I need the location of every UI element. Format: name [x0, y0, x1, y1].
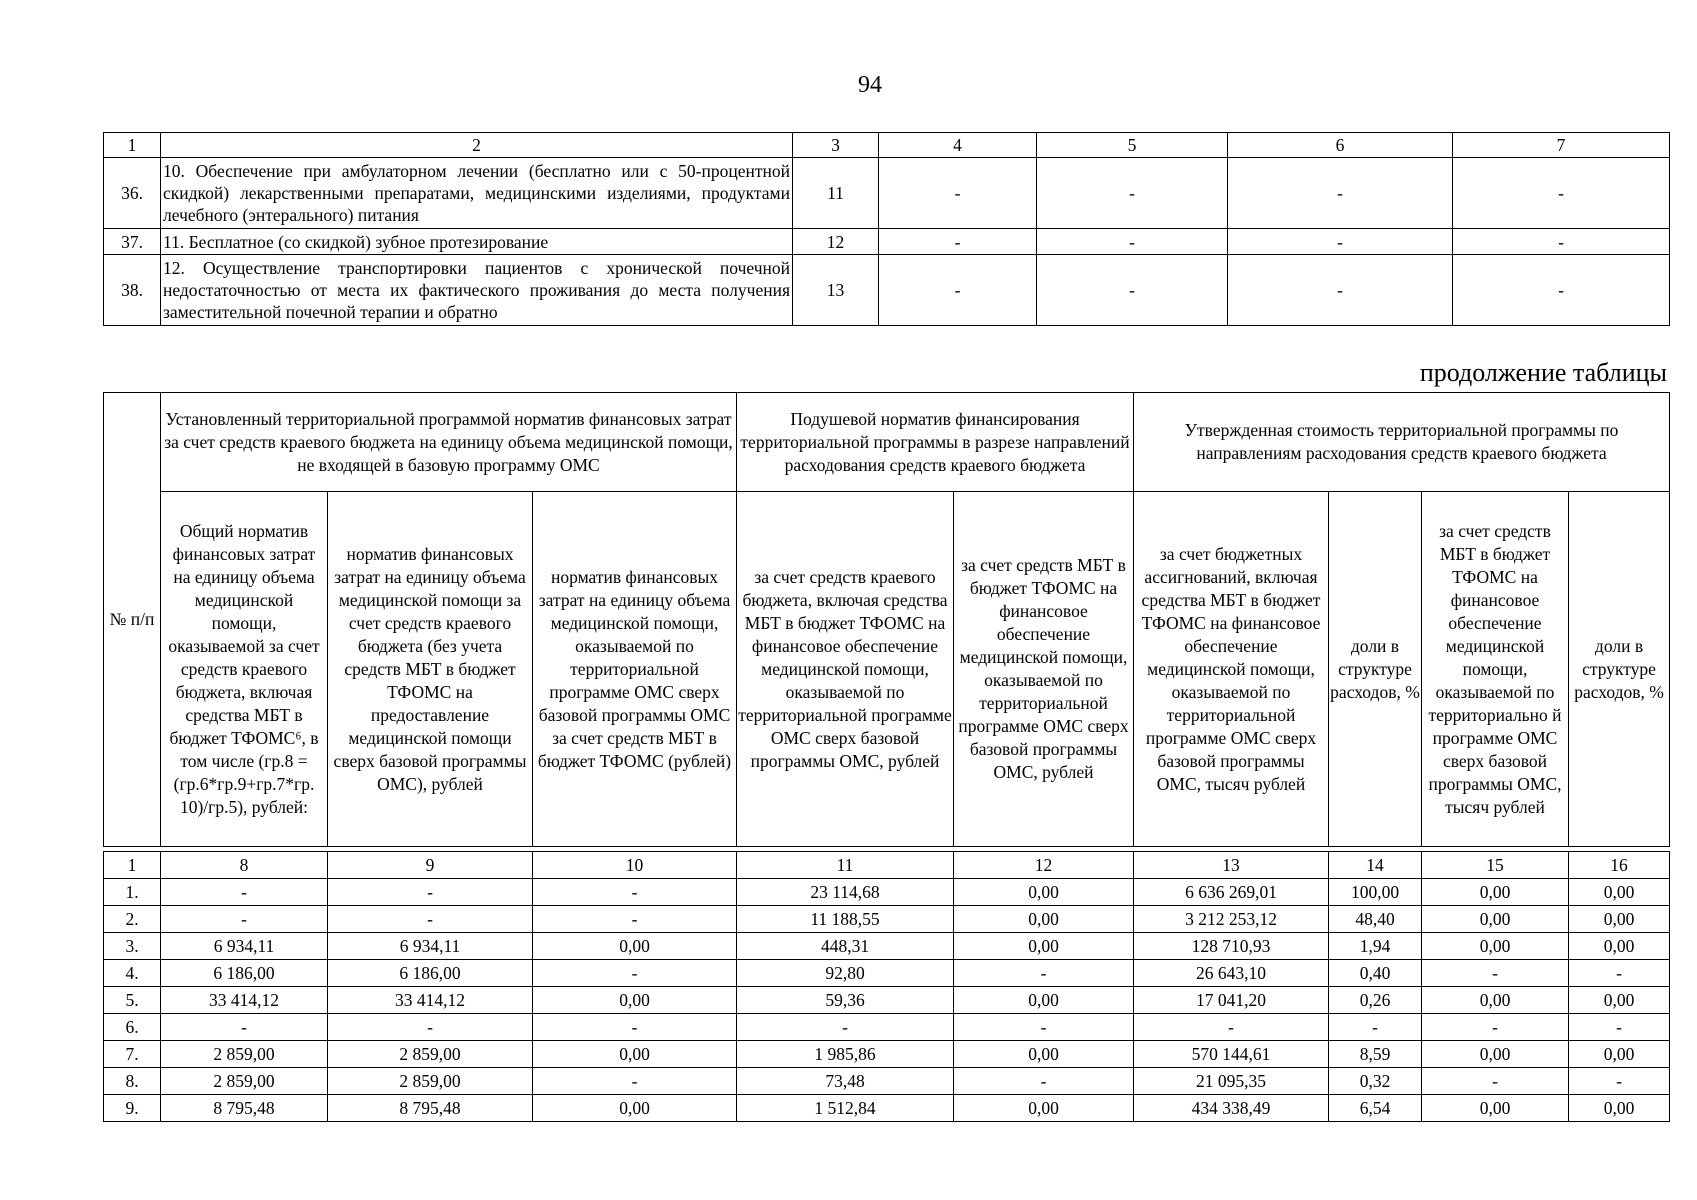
table-cell: 448,31: [737, 933, 954, 960]
continuation-data-body: [104, 852, 1670, 1122]
column-header-16: доли в структуре расходов, %: [1569, 492, 1670, 847]
table-row: [104, 906, 1670, 933]
row-number: 8.: [104, 1068, 161, 1095]
table-cell: 6 636 269,01: [1134, 879, 1329, 906]
row-description: 10. Обеспечение при амбулаторном лечении (бесплатно или с 50-процентной скидкой) лекарственными препаратами, медицинскими изделиями, продуктами лечебного (энтерального) питания: [161, 158, 793, 229]
table-cell: -: [879, 158, 1037, 229]
row-number-header: № п/п: [104, 393, 161, 847]
table-cell: 0,00: [533, 933, 737, 960]
table-cell: 0,26: [1329, 987, 1422, 1014]
table-cell: 14: [1329, 852, 1422, 879]
table-cell: 0,00: [954, 1095, 1134, 1122]
table-cell: 1,94: [1329, 933, 1422, 960]
table-row: [104, 255, 1670, 326]
table-cell: -: [533, 960, 737, 987]
table-cell: 0,32: [1329, 1068, 1422, 1095]
table-cell: 26 643,10: [1134, 960, 1329, 987]
column-number: 1: [104, 133, 161, 158]
table-cell: -: [1422, 960, 1569, 987]
table-cell: 0,00: [1569, 987, 1670, 1014]
table-cell: 2 859,00: [161, 1068, 328, 1095]
table-cell: -: [1422, 1014, 1569, 1041]
table-row: [104, 229, 1670, 255]
table-row: [104, 1014, 1670, 1041]
table-cell: 2 859,00: [328, 1068, 533, 1095]
table-cell: -: [1329, 1014, 1422, 1041]
table-row: [104, 1095, 1670, 1122]
table-cell: -: [328, 906, 533, 933]
row-description: 12. Осуществление транспортировки пациентов с хронической почечной недостаточностью от места их фактического проживания до места получения заместительной почечной терапии и обратно: [161, 255, 793, 326]
table-cell: 0,00: [1569, 1041, 1670, 1068]
table-cell: 0,00: [1422, 1095, 1569, 1122]
group-header-row: [104, 393, 1670, 492]
table-cell: 6 934,11: [161, 933, 328, 960]
table-cell: 8: [161, 852, 328, 879]
table-row: [104, 158, 1670, 229]
row-number: 3.: [104, 933, 161, 960]
table-cell: -: [533, 1068, 737, 1095]
row-number: 5.: [104, 987, 161, 1014]
table-cell: -: [1569, 960, 1670, 987]
table-cell: 0,00: [1569, 879, 1670, 906]
table-header-row: [104, 133, 1670, 158]
table-cell: -: [1037, 255, 1228, 326]
table-cell: 6,54: [1329, 1095, 1422, 1122]
table-cell: 570 144,61: [1134, 1041, 1329, 1068]
table-cell: 13: [793, 255, 879, 326]
column-number: 6: [1228, 133, 1453, 158]
table-cell: 3 212 253,12: [1134, 906, 1329, 933]
table-cell: 13: [1134, 852, 1329, 879]
column-header-12: за счет средств МБТ в бюджет ТФОМС на финансовое обеспечение медицинской помощи, оказываемой по территориальной программе ОМС сверх базовой программы ОМС, рублей: [954, 492, 1134, 847]
table-cell: -: [954, 1014, 1134, 1041]
table-cell: 11: [793, 158, 879, 229]
table-cell: -: [1453, 229, 1670, 255]
table-cell: -: [1228, 158, 1453, 229]
column-number-row: [104, 852, 1670, 879]
table-cell: 33 414,12: [328, 987, 533, 1014]
table-cell: -: [1422, 1068, 1569, 1095]
table-cell: 0,00: [954, 1041, 1134, 1068]
column-header-8: Общий норматив финансовых затрат на единицу объема медицинской помощи, оказываемой за счет средств краевого бюджета, включая средства МБТ в бюджет ТФОМС⁶, в том числе (гр.8 = (гр.6*гр.9+гр.7*гр. 10)/гр.5), рублей:: [161, 492, 328, 847]
table-cell: 9: [328, 852, 533, 879]
column-number: 5: [1037, 133, 1228, 158]
group-header-approved-cost: Утвержденная стоимость территориальной программы по направлениям расходования средств краевого бюджета: [1134, 393, 1670, 492]
table-cell: 10: [533, 852, 737, 879]
table-cell: 0,00: [1422, 906, 1569, 933]
row-number: 9.: [104, 1095, 161, 1122]
table-cell: 16: [1569, 852, 1670, 879]
table-cell: 6 186,00: [161, 960, 328, 987]
table-cell: 92,80: [737, 960, 954, 987]
column-header-14: доли в структуре расходов, %: [1329, 492, 1422, 847]
table-cell: 1 985,86: [737, 1041, 954, 1068]
table-cell: -: [1228, 255, 1453, 326]
table-cell: -: [1453, 158, 1670, 229]
column-number: 7: [1453, 133, 1670, 158]
page-number: 94: [858, 72, 882, 98]
column-header-11: за счет средств краевого бюджета, включая средства МБТ в бюджет ТФОМС на финансовое обеспечение медицинской помощи, оказываемой по территориальной программе ОМС сверх базовой программы ОМС, рублей: [737, 492, 954, 847]
table-row: [104, 1041, 1670, 1068]
table-cell: 11: [737, 852, 954, 879]
row-number: 7.: [104, 1041, 161, 1068]
row-number: 1.: [104, 879, 161, 906]
table-row: [104, 933, 1670, 960]
table-cell: 0,00: [1422, 987, 1569, 1014]
table-cell: 100,00: [1329, 879, 1422, 906]
table-cell: 8 795,48: [161, 1095, 328, 1122]
table-cell: 12: [793, 229, 879, 255]
table-cell: 0,00: [1569, 1095, 1670, 1122]
column-header-15: за счет средств МБТ в бюджет ТФОМС на финансовое обеспечение медицинской помощи, оказываемой по территориально й программе ОМС сверх базовой программы ОМС, тысяч рублей: [1422, 492, 1569, 847]
table-cell: -: [533, 1014, 737, 1041]
continuation-data-table: [103, 851, 1670, 1122]
column-header-row: [104, 492, 1670, 847]
table-cell: 8 795,48: [328, 1095, 533, 1122]
column-header-10: норматив финансовых затрат на единицу объема медицинской помощи, оказываемой по территориальной программе ОМС сверх базовой программы ОМС за счет средств МБТ в бюджет ТФОМС (рублей): [533, 492, 737, 847]
table-cell: 0,00: [954, 879, 1134, 906]
column-number: 4: [879, 133, 1037, 158]
column-header-13: за счет бюджетных ассигнований, включая средства МБТ в бюджет ТФОМС на финансовое обеспечение медицинской помощи, оказываемой по территориальной программе ОМС сверх базовой программы ОМС, тысяч рублей: [1134, 492, 1329, 847]
table-cell: -: [1134, 1014, 1329, 1041]
table-cell: 21 095,35: [1134, 1068, 1329, 1095]
table-cell: -: [879, 255, 1037, 326]
table-row: [104, 987, 1670, 1014]
table-cell: 33 414,12: [161, 987, 328, 1014]
table-cell: -: [161, 906, 328, 933]
table-cell: 1 512,84: [737, 1095, 954, 1122]
table-cell: 73,48: [737, 1068, 954, 1095]
table-cell: 0,00: [954, 906, 1134, 933]
table-cell: -: [954, 1068, 1134, 1095]
table-cell: 0,00: [1422, 933, 1569, 960]
row-number: 36.: [104, 158, 161, 229]
table-cell: -: [1453, 255, 1670, 326]
table-cell: 15: [1422, 852, 1569, 879]
table-cell: 434 338,49: [1134, 1095, 1329, 1122]
table-cell: 8,59: [1329, 1041, 1422, 1068]
row-number: 6.: [104, 1014, 161, 1041]
table-cell: -: [533, 906, 737, 933]
table-cell: -: [737, 1014, 954, 1041]
table-cell: 6 186,00: [328, 960, 533, 987]
row-number: 2.: [104, 906, 161, 933]
table-row: [104, 960, 1670, 987]
table-cell: 48,40: [1329, 906, 1422, 933]
table-cell: -: [328, 879, 533, 906]
table-cell: 59,36: [737, 987, 954, 1014]
table-cell: -: [1037, 158, 1228, 229]
table-cell: -: [1037, 229, 1228, 255]
continuation-header-table: [103, 392, 1670, 847]
row-description: 11. Бесплатное (со скидкой) зубное протезирование: [161, 229, 793, 255]
table-cell: 0,00: [954, 933, 1134, 960]
table-cell: -: [161, 1014, 328, 1041]
table-cell: -: [161, 879, 328, 906]
table-cell: -: [1569, 1014, 1670, 1041]
table-cell: 2 859,00: [161, 1041, 328, 1068]
continuation-label: продолжение таблицы: [1419, 358, 1667, 387]
table-cell: 0,00: [954, 987, 1134, 1014]
table-cell: -: [1569, 1068, 1670, 1095]
table-cell: 2 859,00: [328, 1041, 533, 1068]
table-cell: -: [533, 879, 737, 906]
table-cell: -: [879, 229, 1037, 255]
table-cell: 0,00: [533, 1095, 737, 1122]
table-cell: 0,40: [1329, 960, 1422, 987]
table-cell: 0,00: [1569, 906, 1670, 933]
table-cell: -: [954, 960, 1134, 987]
table-cell: 0,00: [1422, 879, 1569, 906]
column-number: 2: [161, 133, 793, 158]
table-row: [104, 879, 1670, 906]
table-cell: 0,00: [533, 987, 737, 1014]
table-cell: 23 114,68: [737, 879, 954, 906]
group-header-per-capita: Подушевой норматив финансирования территориальной программы в разрезе направлений расходования средств краевого бюджета: [737, 393, 1134, 492]
top-table: [103, 132, 1670, 326]
column-header-9: норматив финансовых затрат на единицу объема медицинской помощи за счет средств краевого бюджета (без учета средств МБТ в бюджет ТФОМС на предоставление медицинской помощи сверх базовой программы ОМС), рублей: [328, 492, 533, 847]
table-cell: 0,00: [533, 1041, 737, 1068]
table-cell: 11 188,55: [737, 906, 954, 933]
table-row: [104, 1068, 1670, 1095]
row-number: 38.: [104, 255, 161, 326]
table-cell: 128 710,93: [1134, 933, 1329, 960]
table-cell: 0,00: [1422, 1041, 1569, 1068]
row-number: 37.: [104, 229, 161, 255]
table-cell: -: [328, 1014, 533, 1041]
table-cell: -: [1228, 229, 1453, 255]
table-cell: 0,00: [1569, 933, 1670, 960]
row-number: 1: [104, 852, 161, 879]
row-number: 4.: [104, 960, 161, 987]
table-cell: 6 934,11: [328, 933, 533, 960]
group-header-standard: Установленный территориальной программой норматив финансовых затрат за счет средств краевого бюджета на единицу объема медицинской помощи, не входящей в базовую программу ОМС: [161, 393, 737, 492]
table-cell: 12: [954, 852, 1134, 879]
column-number: 3: [793, 133, 879, 158]
table-cell: 17 041,20: [1134, 987, 1329, 1014]
